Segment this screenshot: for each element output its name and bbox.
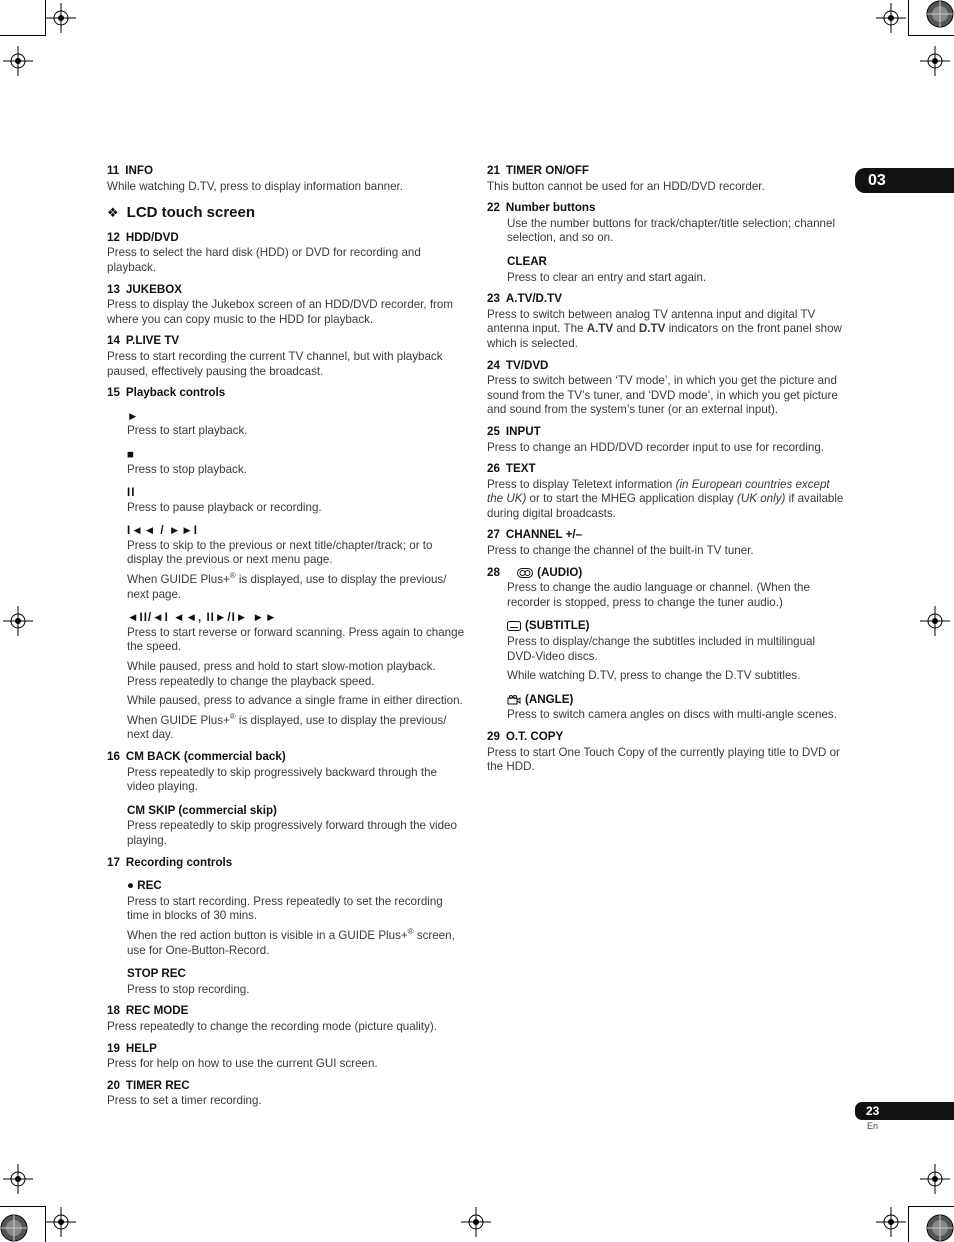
angle-icon (507, 695, 521, 705)
rec-guide-text: When the red action button is visible in a GUIDE Plus+® screen, use for One-Button-Record. (127, 927, 455, 957)
skip-text: Press to skip to the previous or next title/chapter/track; or to display the previous or next menu page. (127, 538, 433, 567)
left-column (107, 164, 465, 1116)
audio-label: AUDIO (541, 565, 579, 579)
item-help: 19 HELP Press for help on how to use the current GUI screen. (107, 1042, 465, 1072)
section-heading (107, 206, 465, 221)
item-channel: 27 CHANNEL +/– Press to change the channel of the built-in TV tuner. (487, 528, 845, 558)
item-title: CHANNEL +/– (505, 528, 583, 542)
color-target-icon (0, 1214, 28, 1242)
subtitle-text: Press to display/change the subtitles included in multilingual DVD-Video discs. (507, 635, 816, 663)
language-label: En (867, 1121, 879, 1131)
item-timer-rec: 20 TIMER REC Press to set a timer recording. (107, 1079, 465, 1109)
item-hdd-dvd: 12 HDD/DVD Press to select the hard disk (HDD) or DVD for recording and playback. (107, 231, 465, 276)
item-text: Press repeatedly to change the recording mode (picture quality). (107, 1019, 437, 1033)
item-title: P.LIVE TV (125, 334, 180, 348)
item-text: While watching D.TV, press to display information banner. (107, 179, 404, 193)
item-title: TIMER REC (125, 1078, 190, 1092)
scan-guide-text: When GUIDE Plus+® is displayed, use to display the previous/ next day. (127, 711, 447, 742)
stop-icon: ■ (127, 447, 136, 461)
item-jukebox: 13 JUKEBOX Press to display the Jukebox screen of an HDD/DVD recorder, from where you can copy music to the HDD for playback. (107, 283, 465, 328)
section-marker-icon: ❖ (107, 205, 119, 221)
item-text: Press repeatedly to skip progressively backward through the video playing. (127, 765, 437, 794)
clear-title: CLEAR (507, 254, 547, 268)
item-text: Use the number buttons for track/chapter/title selection; channel selection, and so on. (507, 216, 836, 245)
item-text: Press to switch between ‘TV mode’, in which you get the picture and sound from the TV’s tuner, and ‘DVD mode’, in which you get picture and sound from the system’s tuner (or an external input). (487, 374, 838, 417)
item-text: This button cannot be used for an HDD/DVD recorder. (487, 179, 765, 193)
item-plive-tv: 14 P.LIVE TV Press to start recording the current TV channel, but with playback paused, effectively pausing the broadcast. (107, 334, 465, 379)
item-text: Press to change an HDD/DVD recorder input to use for recording. (487, 440, 825, 454)
stop-text: Press to stop playback. (127, 462, 247, 476)
item-title: CM BACK (commercial back) (125, 750, 286, 763)
item-title: HELP (125, 1041, 157, 1055)
audio-icon (517, 568, 533, 578)
color-target-icon (926, 0, 954, 28)
rec-title: REC (137, 879, 162, 893)
item-title: REC MODE (125, 1004, 189, 1018)
item-ot-copy: 29 O.T. COPY Press to start One Touch Copy of the currently playing title to DVD or the HDD. (487, 730, 845, 775)
registration-mark-icon (920, 1164, 950, 1194)
item-recording-controls: 17 Recording controls ● REC Press to start recording. Press repeatedly to set the recording time in blocks of 30 mins. When the red action button is visible in a GUIDE Plus+® screen, use for One-Button-Record. STOP REC Press to stop recording. (107, 856, 465, 998)
skip-icon: I◄◄ / ►►I (127, 524, 199, 538)
item-rec-mode: 18 REC MODE Press repeatedly to change the recording mode (picture quality). (107, 1004, 465, 1034)
subtitle-text-2: While watching D.TV, press to change the D.TV subtitles. (507, 669, 801, 683)
item-title: JUKEBOX (125, 282, 182, 296)
stop-rec-text: Press to stop recording. (127, 982, 250, 996)
item-title: Recording controls (125, 855, 233, 869)
subtitle-label: SUBTITLE (528, 619, 586, 633)
item-title: Number buttons (505, 201, 596, 215)
registration-mark-icon (876, 3, 906, 33)
item-text: Press for help on how to use the current GUI screen. (107, 1057, 378, 1071)
page-number: 23 (855, 1102, 954, 1120)
audio-text: Press to change the audio language or channel. (When the recorder is stopped, press to change the tuner audio.) (507, 581, 810, 609)
item-text-button: 26 TEXT Press to display Teletext information (in European countries except the UK) or to start the MHEG application display (UK only) if available during digital broadcasts. (487, 462, 844, 520)
right-column (487, 164, 845, 782)
scan-text-3: While paused, press to advance a single frame in either direction. (127, 694, 463, 708)
item-timer-on-off: 21 TIMER ON/OFF This button cannot be used for an HDD/DVD recorder. (487, 164, 845, 194)
registration-mark-icon (46, 3, 76, 33)
item-text: Press to switch between analog TV antenna input and digital TV antenna input. The A.TV and D.TV indicators on the front panel show which is selected. (487, 307, 842, 350)
item-text: Press to display Teletext information (in European countries except the UK) or to start the MHEG application display (UK only) if available during digital broadcasts. (487, 477, 844, 520)
pause-icon: II (127, 486, 136, 500)
rec-text: Press to start recording. Press repeatedly to set the recording time in blocks of 30 mins. (127, 894, 443, 923)
chapter-tab: 03 (855, 168, 954, 193)
item-text: Press to start One Touch Copy of the currently playing title to DVD or the HDD. (487, 745, 840, 774)
item-atv-dtv: 23 A.TV/D.TV Press to switch between analog TV antenna input and digital TV antenna input. The A.TV and D.TV indicators on the front panel show which is selected. (487, 292, 845, 351)
item-number-buttons: 22 Number buttons Use the number buttons for track/chapter/title selection; channel selection, and so on. CLEAR Press to clear an entry and start again. (487, 201, 845, 285)
registration-mark-icon (920, 46, 950, 76)
registration-mark-icon (3, 1164, 33, 1194)
skip-guide-text: When GUIDE Plus+® is displayed, use to display the previous/ next page. (127, 571, 447, 601)
item-text: Press to change the channel of the built-in TV tuner. (487, 544, 754, 558)
item-text: Press to start recording the current TV channel, but with playback paused, effectively pausing the broadcast. (107, 349, 443, 378)
item-title: Playback controls (125, 386, 226, 400)
item-text: Press to display the Jukebox screen of an HDD/DVD recorder, from where you can copy music to the HDD for playback. (107, 298, 454, 326)
angle-label: ANGLE (528, 692, 570, 706)
registration-mark-icon (461, 1207, 491, 1237)
item-title: O.T. COPY (505, 730, 564, 743)
subtitle-icon (507, 621, 521, 631)
item-title: TIMER ON/OFF (505, 164, 589, 177)
stop-rec-title: STOP REC (127, 967, 186, 981)
item-info: 11 INFO While watching D.TV, press to display information banner. (107, 164, 465, 194)
item-tv-dvd: 24 TV/DVD Press to switch between ‘TV mode’, in which you get the picture and sound from the TV’s tuner, and ‘DVD mode’, in which you get picture and sound from the system’s tuner (or an external input). (487, 359, 845, 418)
registration-mark-icon (3, 606, 33, 636)
sub-title: CM SKIP (commercial skip) (127, 803, 277, 817)
item-text: Press to set a timer recording. (107, 1094, 262, 1108)
play-icon: ► (127, 409, 140, 423)
rec-dot-icon: ● (127, 879, 135, 893)
pause-text: Press to pause playback or recording. (127, 500, 322, 514)
scan-icon: ◄II/◄I ◄◄, II►/I► ►► (127, 611, 278, 625)
play-text: Press to start playback. (127, 424, 248, 438)
item-cm-back: 16 CM BACK (commercial back) Press repeatedly to skip progressively backward through the video playing. CM SKIP (commercial skip) Press repeatedly to skip progressively forward through the video playing. (107, 750, 465, 849)
section-title: LCD touch screen (126, 204, 256, 222)
item-audio-subtitle-angle: 28 (AUDIO) Press to change the audio language or channel. (When the recorder is stopped, press to change the tuner audio.) (SUBTITLE) Press to display/change the subtitles included in multilingual DVD-Video discs. While watching D.TV, press to change the D.TV subtitles. (ANGLE) Press to switch camera angles on discs with multi-angle scenes. (487, 566, 845, 723)
item-title: INPUT (505, 424, 541, 438)
clear-text: Press to clear an entry and start again. (507, 270, 707, 284)
item-title: TV/DVD (505, 358, 549, 372)
registration-mark-icon (920, 606, 950, 636)
registration-mark-icon (3, 46, 33, 76)
scan-text-2: While paused, press and hold to start slow-motion playback. Press repeatedly to change the playback speed. (127, 660, 436, 688)
registration-mark-icon (876, 1207, 906, 1237)
item-title: INFO (125, 164, 153, 177)
item-title: HDD/DVD (125, 230, 179, 244)
angle-text: Press to switch camera angles on discs with multi-angle scenes. (507, 708, 837, 722)
scan-text: Press to start reverse or forward scanning. Press again to change the speed. (127, 625, 465, 654)
item-title: TEXT (505, 462, 536, 476)
registration-mark-icon (46, 1207, 76, 1237)
color-target-icon (926, 1214, 954, 1242)
item-text: Press to select the hard disk (HDD) or DVD for recording and playback. (107, 246, 421, 274)
item-playback-controls: 15 Playback controls ► Press to start playback. ■ Press to stop playback. II Press to pause playback or recording. I◄◄ / ►►I Press to skip to the previous or next title/chapter/track; or to display the previous or next menu page. When GUIDE Plus+® is displayed, use to display the previous/ next page. ◄II/◄I ◄◄, II►/I► ►► Press to start reverse or forward scanning. Press again to change the speed. While paused, press and hold to start slow-motion playback. Press repeatedly to change the playback speed. While paused, press to advance a single frame in either direction. When GUIDE Plus+® is displayed, use to display the previous/ next day. (107, 386, 465, 742)
sub-text: Press repeatedly to skip progressively forward through the video playing. (127, 819, 457, 847)
item-input: 25 INPUT Press to change an HDD/DVD recorder input to use for recording. (487, 425, 845, 455)
item-title: A.TV/D.TV (505, 292, 562, 306)
